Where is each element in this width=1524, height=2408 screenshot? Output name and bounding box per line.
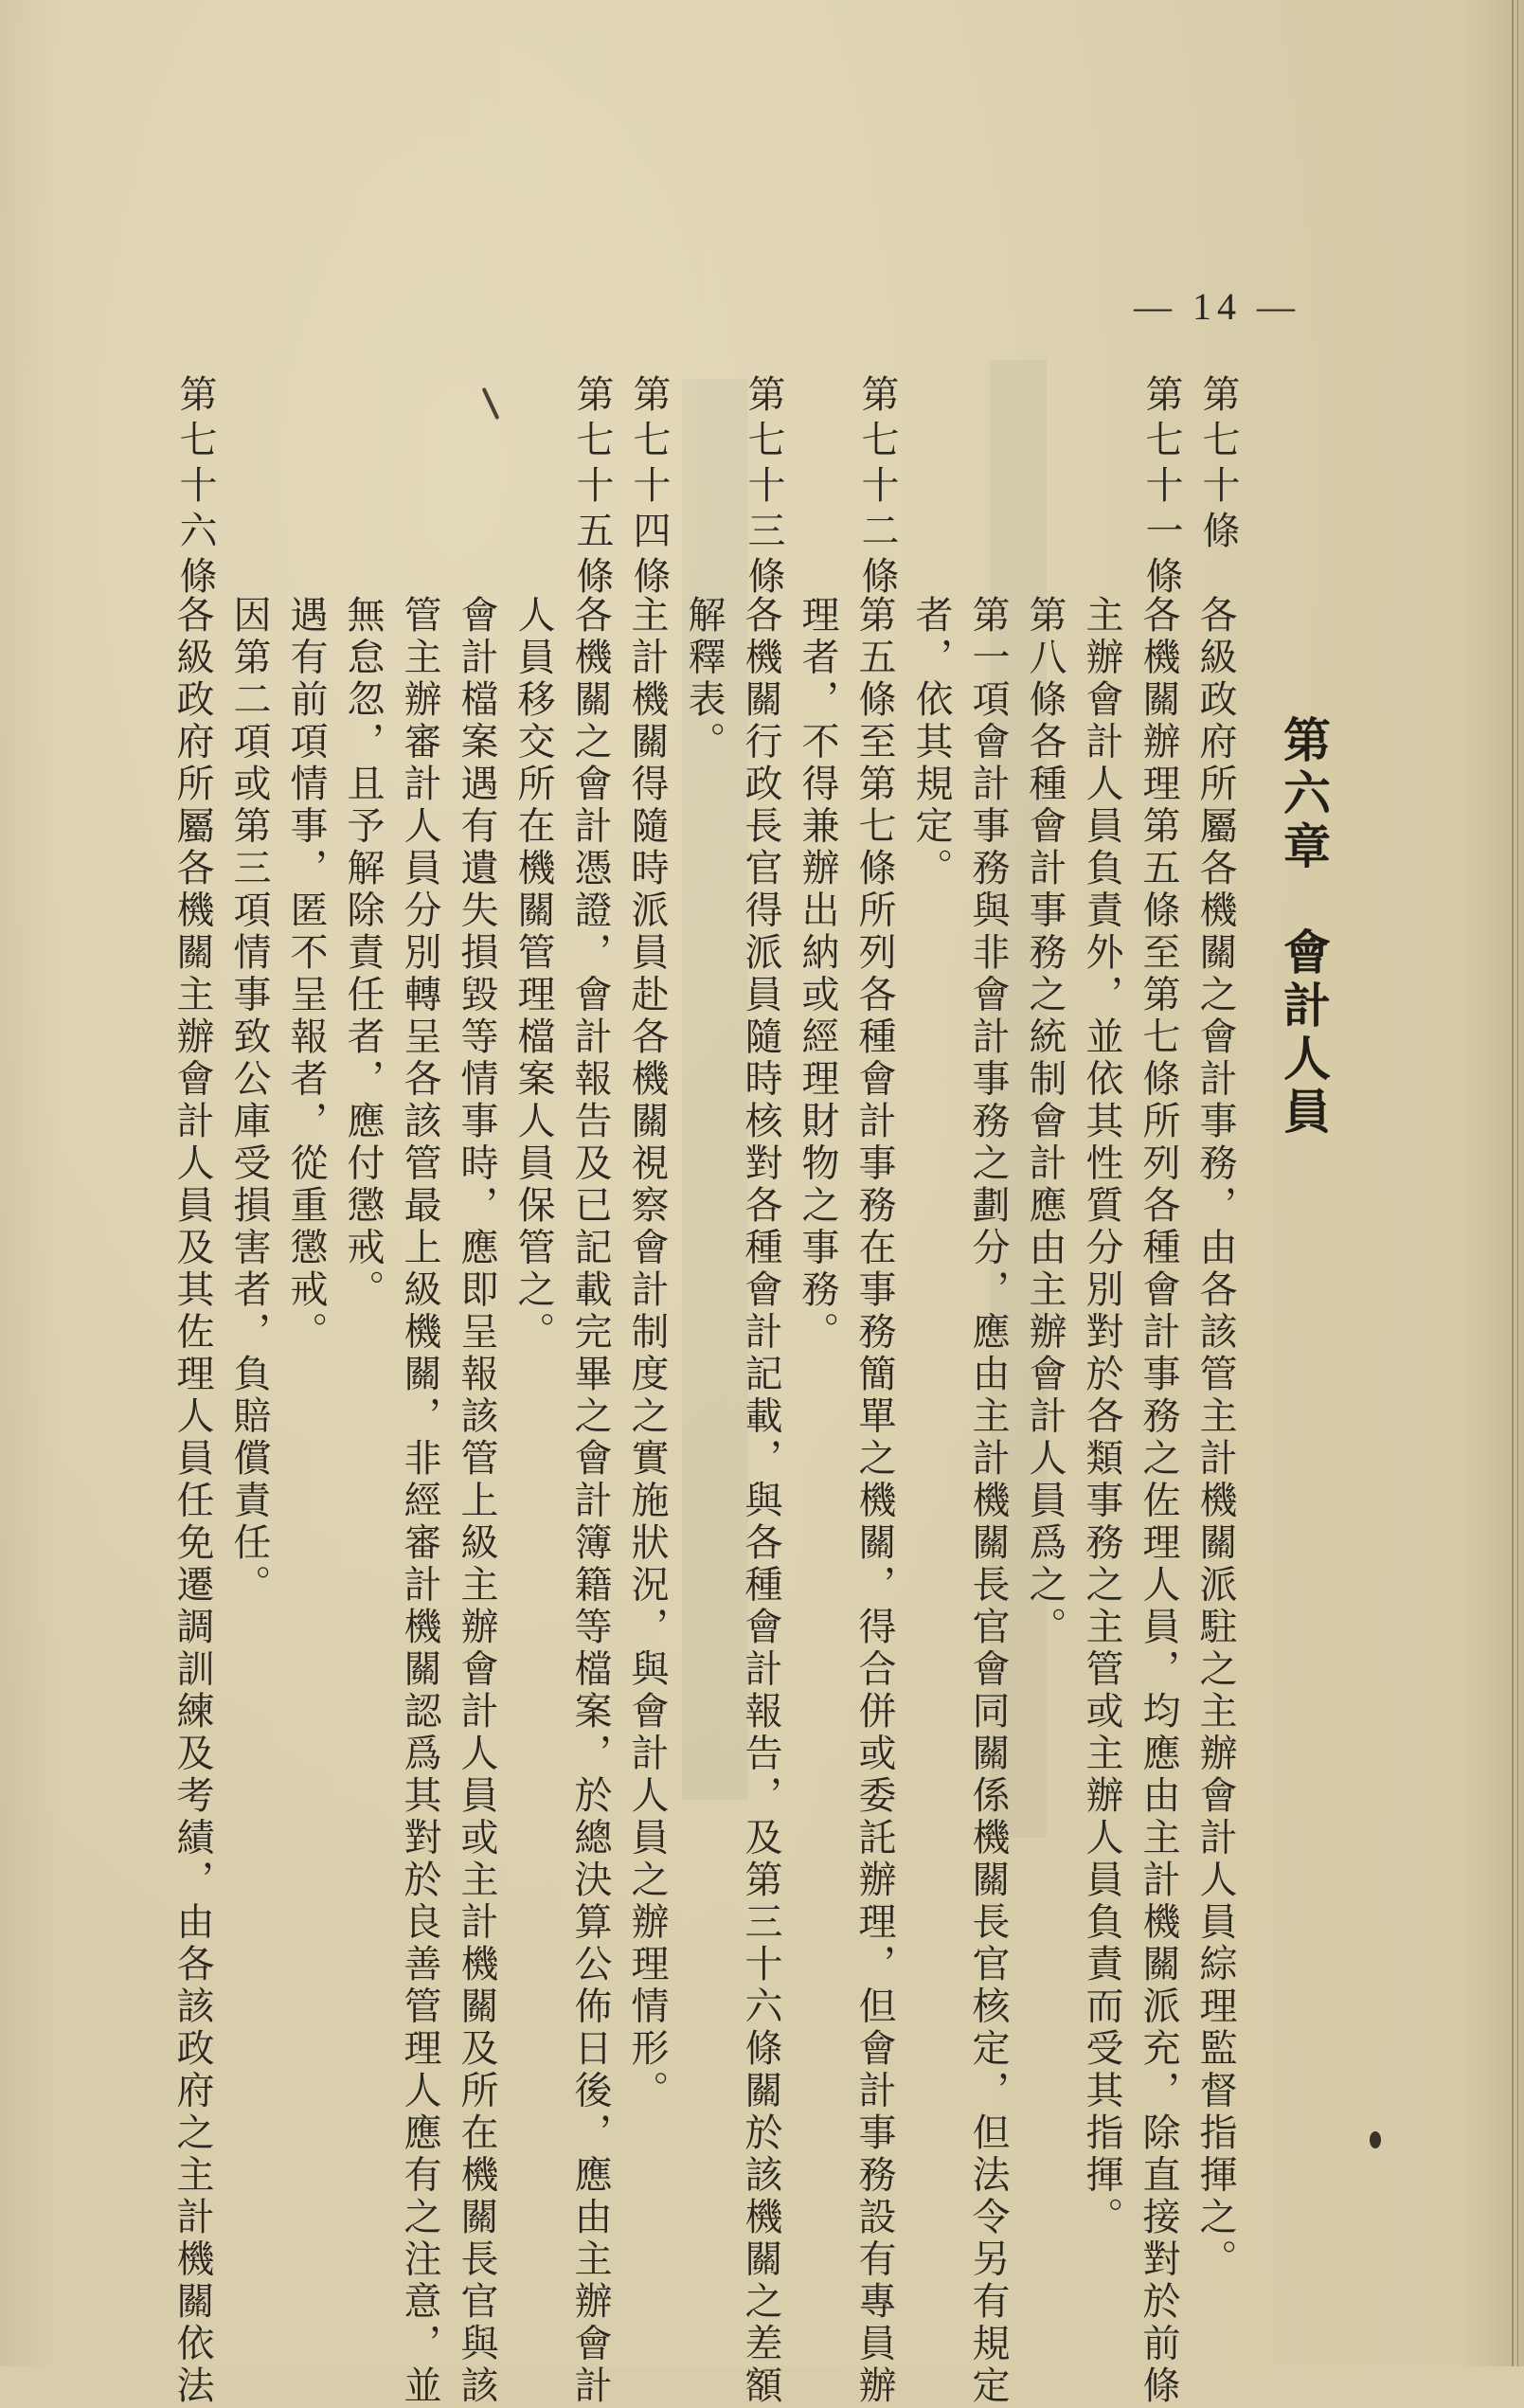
article-text-line: 無怠忽，且予解除責任者，應付懲戒。 [341, 595, 385, 1312]
article-label-70: 第七十條 [1196, 374, 1240, 556]
article-text-line: 各級政府所屬各機關主辦會計人員及其佐理人員任免遷調訓練及考績，由各該政府之主計機關依法 [170, 595, 214, 2408]
article-label-75: 第七十五條 [570, 374, 614, 602]
article-text-line: 各機關行政長官得派員隨時核對各種會計記載，與各種會計報告，及第三十六條關於該機關之差額 [739, 595, 782, 2408]
article-label-71: 第七十一條 [1139, 374, 1183, 602]
article-text-line: 第八條各種會計事務之統制會計應由主辦會計人員爲之。 [1023, 595, 1067, 1649]
article-text-line: 理者，不得兼辦出納或經理財物之事務。 [796, 595, 839, 1354]
article-text-line: 會計檔案遇有遺失損毀等情事時，應即呈報該管上級主辦會計人員或主計機關及所在機關長官與該 [455, 595, 498, 2408]
stray-pen-mark [482, 387, 500, 420]
article-text-line: 各級政府所屬各機關之會計事務，由各該管主計機關派駐之主辦會計人員綜理監督指揮之。 [1193, 595, 1237, 2281]
article-text-line: 各機關辦理第五條至第七條所列各種會計事務之佐理人員，均應由主計機關派充，除直接對於前條 [1137, 595, 1180, 2408]
page-number: — 14 — [1134, 285, 1300, 328]
article-text-line: 解釋表。 [682, 595, 726, 764]
ink-spot [1370, 2131, 1381, 2148]
page-edge-line [1512, 0, 1514, 2366]
article-text-line: 第一項會計事務與非會計事務之劃分，應由主計機關長官會同關係機關長官核定，但法令另有規定 [966, 595, 1010, 2408]
article-label-72: 第七十二條 [855, 374, 899, 602]
article-label-76: 第七十六條 [173, 374, 217, 602]
article-text-line: 主辦會計人員負責外，並依其性質分別對於各類事務之主管或主辦人員負責而受其指揮。 [1080, 595, 1123, 2239]
article-text-line: 第五條至第七條所列各種會計事務在事務簡單之機關，得合併或委託辦理，但會計事務設有專員辦 [852, 595, 896, 2408]
article-text-line: 管主辦審計人員分別轉呈各該管最上級機關，非經審計機關認爲其對於良善管理人應有之注意，並 [398, 595, 441, 2408]
chapter-title: 第六章 會計人員 [1276, 715, 1331, 1140]
article-label-74: 第七十四條 [627, 374, 671, 602]
article-text-line: 主計機關得隨時派員赴各機關視察會計制度之實施狀況，與會計人員之辦理情形。 [625, 595, 669, 2112]
article-label-73: 第七十三條 [742, 374, 785, 602]
article-text-line: 遇有前項情事，匿不呈報者，從重懲戒。 [284, 595, 328, 1354]
article-text-line: 各機關之會計憑證，會計報告及已記載完畢之會計簿籍等檔案，於總決算公佈日後，應由主辦會計 [568, 595, 612, 2408]
article-text-line: 人員移交所在機關管理檔案人員保管之。 [511, 595, 555, 1354]
article-text-line: 者，依其規定。 [909, 595, 953, 890]
article-text-line: 因第二項或第三項情事致公庫受損害者，負賠償責任。 [227, 595, 271, 1607]
page-edge-line [1517, 0, 1518, 2366]
